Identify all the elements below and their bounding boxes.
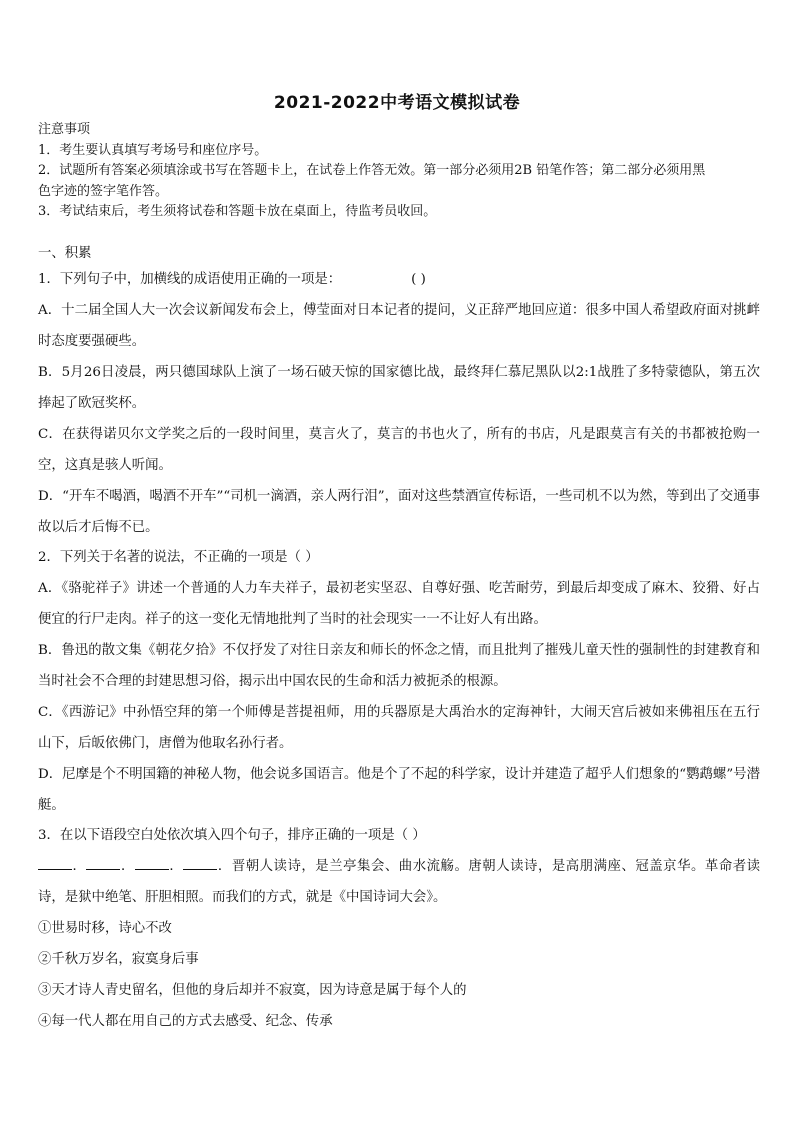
question-3-sentence-3: ③天才诗人青史留名，但他的身后却并不寂寞，因为诗意是属于每个人的 [38, 983, 467, 998]
notice-item-2: 2．试题所有答案必须填涂或书写在答题卡上，在试卷上作答无效。第一部分必须用2B 铅笔作答；第二部分必须用黑 [38, 163, 706, 178]
fill-blank-2 [86, 857, 120, 870]
notice-item-3: 3．考试结束后，考生须将试卷和答题卡放在桌面上，待监考员收回。 [38, 204, 437, 219]
question-3-passage: ． ． ． ．晋朝人读诗，是兰亭集会、曲水流觞。唐朝人读诗，是高朋满座、冠盖京华。革命者读诗，是狱中绝笔、肝胆相照。而我们的方式，就是《中国诗词大会》。 [38, 859, 761, 905]
question-3-sentence-4: ④每一代人都在用自己的方式去感受、纪念、传承 [38, 1014, 333, 1029]
question-1-option-b: B．5月26日凌晨，两只德国球队上演了一场石破天惊的国家德比战，最终拜仁慕尼黑队以2:1战胜了多特蒙德队，第五次捧起了欧冠奖杯。 [38, 365, 760, 411]
question-1-text: 1．下列句子中，加横线的成语使用正确的一项是： [38, 272, 342, 287]
fill-blank-3 [135, 857, 169, 870]
notice-item-1: 1．考生要认真填写考场号和座位序号。 [38, 142, 268, 158]
question-1-stem [38, 265, 760, 295]
page-title: 2021-2022中考语文模拟试卷 [273, 93, 521, 113]
question-1-option-a: A．十二届全国人大一次会议新闻发布会上，傅莹面对日本记者的提问，义正辞严地回应道：很多中国人希望政府面对挑衅时态度要强硬些。 [38, 303, 760, 349]
question-2-option-d: D．尼摩是个不明国籍的神秘人物，他会说多国语言。他是个了不起的科学家，设计并建造了超乎人们想象的“鹦鹉螺”号潜艇。 [38, 767, 760, 813]
notice-block [38, 120, 760, 223]
exam-content [38, 243, 760, 1037]
question-3-stem: 3．在以下语段空白处依次填入四个句子，排序正确的一项是（ ） [38, 828, 426, 843]
question-3-passage-text: 晋朝人读诗，是兰亭集会、曲水流觞。唐朝人读诗，是高朋满座、冠盖京华。革命者读诗，是狱中绝笔、肝胆相照。而我们的方式，就是《中国诗词大会》。 [38, 859, 761, 905]
notice-item-2-cont: 色字迹的签字笔作答。 [38, 183, 169, 199]
question-3-sentence-2: ②千秋万岁名，寂寞身后事 [38, 952, 199, 967]
fill-blank-1 [38, 857, 72, 870]
fill-blank-4 [183, 857, 217, 870]
question-1-option-d: D．“开车不喝酒，喝酒不开车”“司机一滴酒，亲人两行泪”，面对这些禁酒宣传标语，一些司机不以为然，等到出了交通事故以后才后悔不已。 [38, 489, 760, 535]
question-2-option-b: B．鲁迅的散文集《朝花夕拾》不仅抒发了对往日亲友和师长的怀念之情，而且批判了摧残儿童天性的强制性的封建教育和当时社会不合理的封建思想习俗，揭示出中国农民的生命和活力被扼杀的根源。 [38, 643, 760, 689]
question-2-option-c: C．《西游记》中孙悟空拜的第一个师傅是菩提祖师，用的兵器原是大禹治水的定海神针，大闹天宫后被如来佛祖压在五行山下，后皈依佛门，唐僧为他取名孙行者。 [38, 705, 760, 751]
notice-heading: 注意事项 [38, 122, 91, 137]
section-heading: 一、积累 [38, 246, 92, 261]
question-3-sentence-1: ①世易时移，诗心不改 [38, 921, 172, 936]
question-2-option-a: A．《骆驼祥子》讲述一个普通的人力车夫祥子，最初老实坚忍、自尊好强、吃苦耐劳，到最后却变成了麻木、狡猾、好占便宜的行尸走肉。祥子的这一变化无情地批判了当时的社会现实一一不让好人有出路。 [38, 581, 760, 627]
question-2-stem: 2．下列关于名著的说法，不正确的一项是（ ） [38, 550, 319, 565]
question-1-answer-paren: ( ) [411, 272, 426, 287]
question-1-option-c: C．在获得诺贝尔文学奖之后的一段时间里，莫言火了，莫言的书也火了，所有的书店，凡是跟莫言有关的书都被抢购一空，这真是骇人听闻。 [38, 427, 760, 473]
